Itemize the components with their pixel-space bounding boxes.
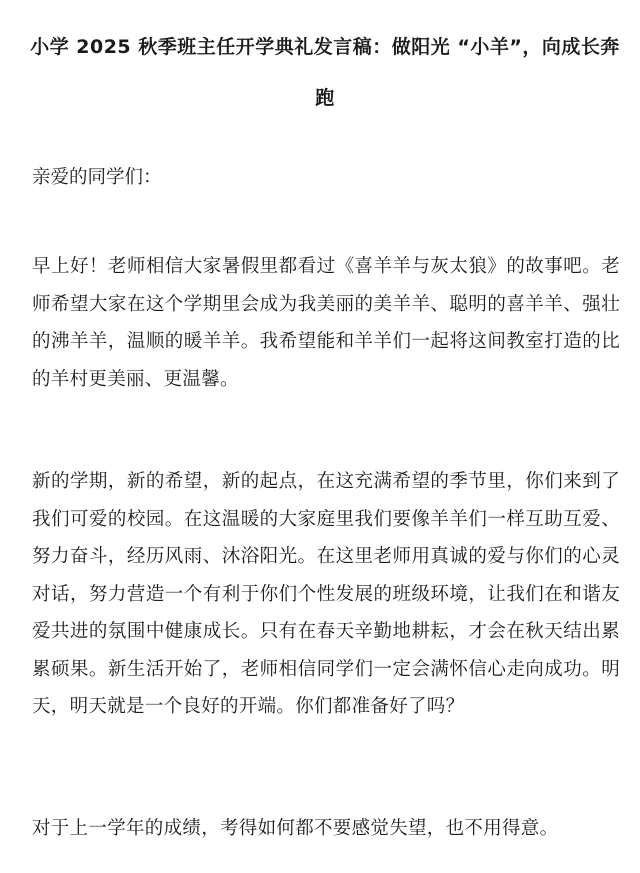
paragraph-3: 对于上一学年的成绩，考得如何都不要感觉失望，也不用得意。	[32, 818, 559, 839]
paragraph-2: 新的学期，新的希望，新的起点，在这充满希望的季节里，你们来到了我们可爱的校园。在这温暖的大家庭里我们要像羊羊们一样互助互爱、努力奋斗，经历风雨、沐浴阳光。在这里老师用真诚的爱与你们的心灵对话，努力营造一个有利于你们个性发展的班级环境，让我们在和谐友爱共进的氛围中健康成长。只有在春天辛勤地耕耘，才会在秋天结出累累硕果。新生活开始了，老师相信同学们一定会满怀信心走向成功。明天，明天就是一个良好的开端。你们都准备好了吗？	[32, 471, 620, 717]
salutation: 亲爱的同学们：	[32, 167, 162, 188]
paragraph-1: 早上好！老师相信大家暑假里都看过《喜羊羊与灰太狼》的故事吧。老师希望大家在这个学期里会成为我美丽的美羊羊、聪明的喜羊羊、强壮的沸羊羊，温顺的暖羊羊。我希望能和羊羊们一起将这间教室打造的比的羊村更美丽、更温馨。	[32, 256, 620, 390]
document-title: 小学 2025 秋季班主任开学典礼发言稿：做阳光 “小羊”，向成长奔跑	[30, 36, 620, 109]
